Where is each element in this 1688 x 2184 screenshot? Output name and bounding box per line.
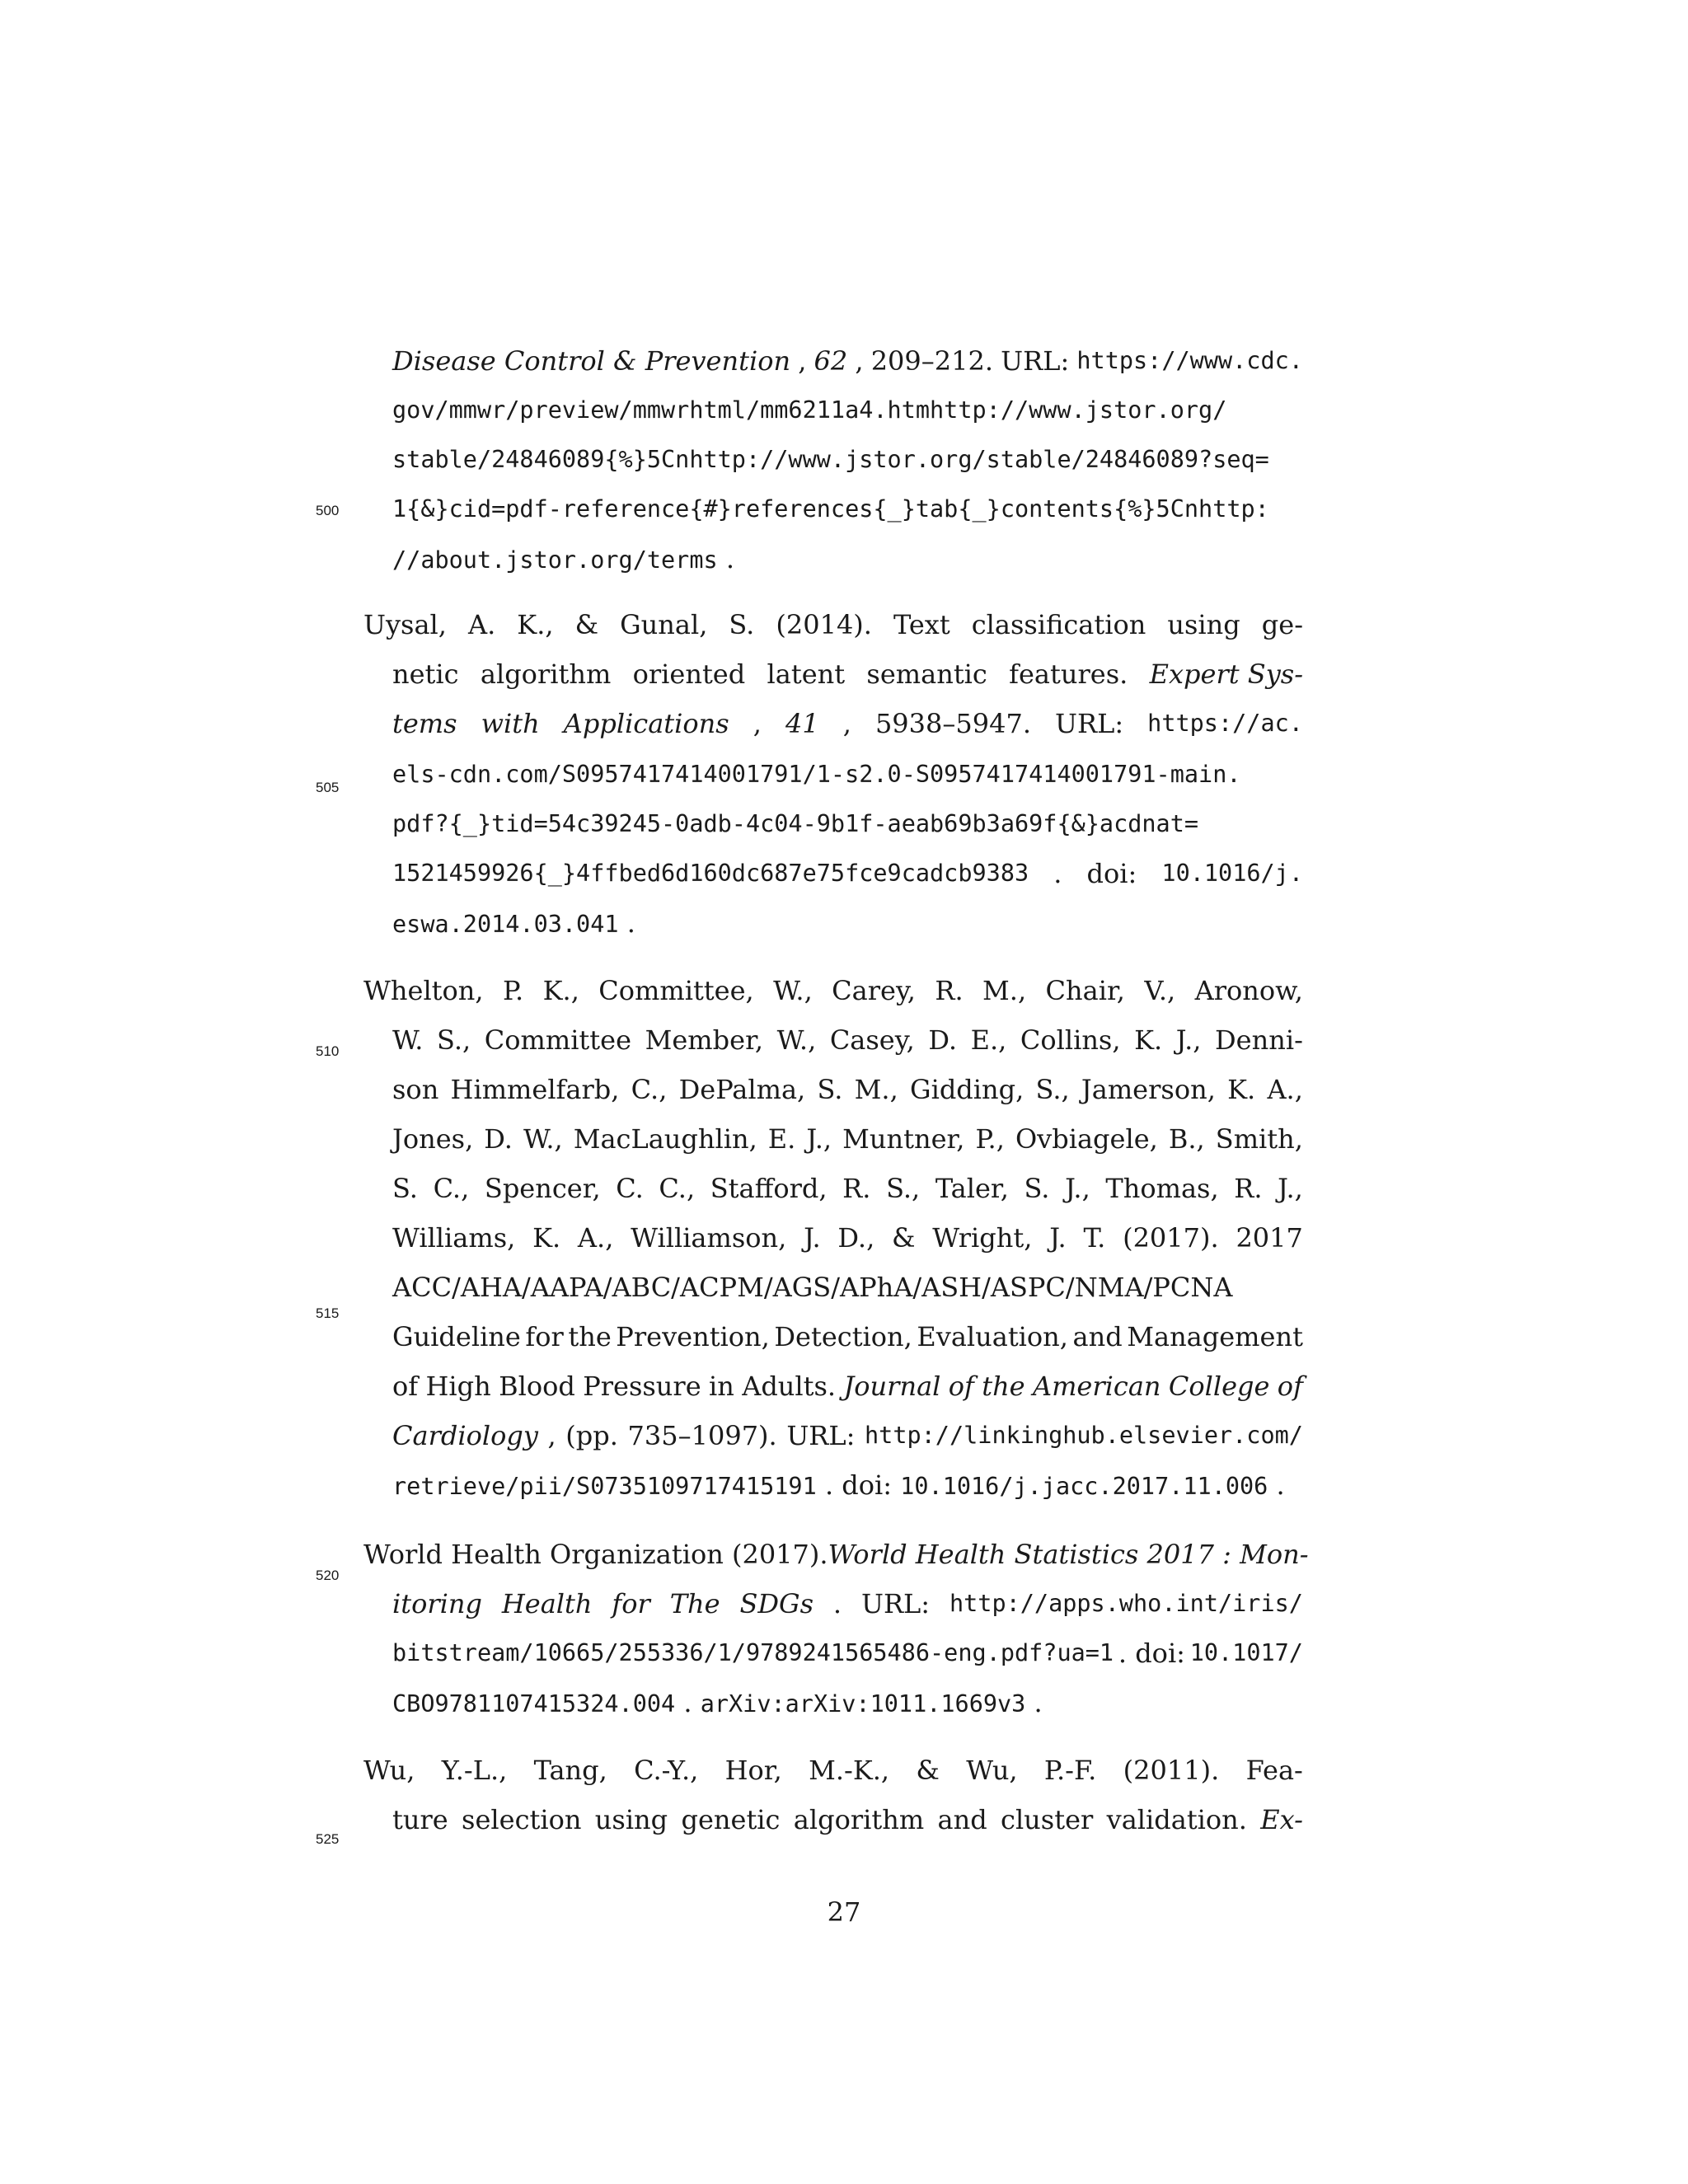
reference-text: Muntner, [842, 1123, 965, 1155]
reference-text: URL: [786, 1420, 856, 1451]
reference-line [392, 758, 1303, 791]
reference-text: features. [1009, 658, 1128, 690]
reference-text: K. [532, 1222, 561, 1254]
reference-text: ge- [1261, 609, 1303, 640]
reference-text: R. [935, 975, 964, 1006]
reference-text: MacLaughlin, [573, 1123, 757, 1155]
reference-text: W. [392, 1024, 424, 1056]
reference-text: , [547, 1420, 556, 1451]
reference-text: & [892, 1222, 916, 1254]
reference-text: Member, [645, 1024, 764, 1056]
reference-text: P., [975, 1123, 1005, 1155]
reference-text: Ovbiagele, [1015, 1123, 1158, 1155]
reference-text: Wu, [363, 1755, 415, 1786]
reference-text: K., [517, 609, 554, 640]
reference-url-text: bitstream/10665/255336/1/9789241565486-eng.pdf?ua=1 [392, 1639, 1114, 1666]
reference-url-text: //about.jstor.org/terms [392, 546, 718, 574]
reference-text: S., [437, 1024, 471, 1056]
reference-text: Blood [499, 1371, 575, 1402]
reference-text: K. [1134, 1024, 1163, 1056]
reference-text: S., [1035, 1074, 1070, 1105]
reference-url-text: gov/mmwr/preview/mmwrhtml/mm6211a4.htmhttp://www.jstor.org/ [392, 396, 1227, 424]
reference-text: Gidding, [910, 1074, 1025, 1105]
reference-text: Jamerson, [1081, 1074, 1216, 1105]
reference-line [392, 1024, 1303, 1057]
reference-text: son [392, 1074, 439, 1105]
reference-text: Uysal, [363, 609, 447, 640]
reference-text: and [1072, 1321, 1123, 1352]
reference-text: Gunal, [620, 609, 708, 640]
reference-text: C., [659, 1173, 696, 1204]
reference-text: Health [501, 1588, 593, 1619]
reference-text: doi: [1086, 858, 1137, 889]
reference-text: algorithm [793, 1804, 925, 1835]
reference-text: Expert Sys- [1149, 658, 1303, 690]
reference-text: Spencer, [484, 1173, 601, 1204]
reference-line [392, 808, 1303, 841]
reference-text: High [425, 1371, 491, 1402]
reference-text: V., [1144, 975, 1176, 1006]
reference-text: American [1032, 1371, 1161, 1402]
reference-line [392, 344, 1303, 377]
reference-text: (2014). [776, 609, 872, 640]
reference-text: Smith, [1215, 1123, 1303, 1155]
reference-text: & [574, 609, 599, 640]
reference-url-text: stable/24846089{%}5Cnhttp://www.jstor.org/stable/24846089?seq= [392, 446, 1269, 473]
reference-text: . doi: [1118, 1638, 1185, 1669]
reference-text: M.-K., [809, 1755, 890, 1786]
reference-text: Carey, [832, 975, 916, 1006]
reference-url-text: pdf?{_}tid=54c39245-0adb-4c04-9b1f-aeab69b3a69f{&}acdnat= [392, 810, 1199, 837]
reference-text: Williamson, [631, 1222, 787, 1254]
reference-text: Wu, [966, 1755, 1018, 1786]
reference-text: T. [1083, 1222, 1106, 1254]
reference-text: Text [893, 609, 950, 640]
reference-text: of [1277, 1371, 1303, 1402]
reference-text: in [709, 1371, 734, 1402]
line-number: 520 [316, 1568, 340, 1583]
reference-text: Fea- [1245, 1755, 1303, 1786]
reference-line [392, 1419, 1303, 1452]
reference-text: of [948, 1371, 974, 1402]
reference-line [392, 1469, 1285, 1503]
reference-text: D., [837, 1222, 875, 1254]
reference-text: using [1167, 609, 1240, 640]
line-number: 515 [316, 1305, 340, 1321]
reference-text: Casey, [829, 1024, 915, 1056]
reference-text: College [1168, 1371, 1270, 1402]
reference-text: Stafford, [710, 1173, 828, 1204]
reference-text: Taler, [935, 1173, 1009, 1204]
reference-line [392, 1370, 1303, 1403]
reference-text: Wright, [932, 1222, 1033, 1254]
reference-text: W., [523, 1123, 563, 1155]
reference-text: & [916, 1755, 940, 1786]
reference-text: Evaluation, [917, 1321, 1068, 1352]
reference-text: Detection, [774, 1321, 912, 1352]
reference-line [392, 1686, 1043, 1721]
reference-text: World Health Organization (2017). [363, 1539, 828, 1570]
reference-url-text: http://linkinghub.elsevier.com/ [865, 1422, 1303, 1449]
reference-text: oriented [632, 658, 746, 690]
reference-text: . doi: [824, 1469, 893, 1501]
reference-text: P. [502, 975, 524, 1006]
reference-url-text: 1521459926{_}4ffbed6d160dc687e75fce9cadcb9383 [392, 860, 1029, 887]
reference-text: DePalma, [678, 1074, 806, 1105]
reference-text: . [832, 1588, 842, 1619]
reference-text: URL: [1055, 708, 1124, 739]
reference-text: W., [773, 975, 813, 1006]
reference-line [392, 1073, 1303, 1106]
reference-text: J., [806, 1123, 832, 1155]
reference-text: Disease Control & Prevention [392, 345, 791, 377]
reference-text: . [1053, 858, 1062, 889]
reference-text: Prevention, [616, 1321, 770, 1352]
reference-text: S. [729, 609, 755, 640]
reference-text: 62 [814, 345, 848, 377]
reference-text: World Health Statistics 2017 : Mon- [828, 1539, 1309, 1570]
reference-text: for [612, 1588, 650, 1619]
reference-text: A., [1267, 1074, 1303, 1105]
reference-text: D. [928, 1024, 957, 1056]
reference-text: Ex- [1260, 1804, 1303, 1835]
reference-text: selection [462, 1804, 582, 1835]
reference-text: Guideline [392, 1321, 521, 1352]
reference-text: C., [433, 1173, 470, 1204]
line-number: 525 [316, 1831, 340, 1847]
reference-line [363, 1754, 1303, 1787]
reference-text: M., [982, 975, 1027, 1006]
reference-text: , [842, 708, 851, 739]
reference-url-text: 10.1016/j.jacc.2017.11.006 [900, 1473, 1268, 1500]
reference-text: . [1276, 1469, 1285, 1501]
reference-text: genetic [681, 1804, 781, 1835]
reference-text: K. [1227, 1074, 1256, 1105]
reference-text: R. [842, 1173, 871, 1204]
reference-line [392, 1221, 1303, 1254]
reference-text: semantic [866, 658, 987, 690]
reference-text: S. [1024, 1173, 1050, 1204]
reference-text: 41 [785, 708, 819, 739]
reference-text: Committee [484, 1024, 632, 1056]
reference-url-text: arXiv:arXiv:1011.1669v3 [700, 1690, 1026, 1718]
reference-line [392, 857, 1303, 890]
reference-text: netic [392, 658, 459, 690]
reference-text: Thomas, [1105, 1173, 1219, 1204]
reference-line [363, 608, 1303, 641]
reference-line [392, 1122, 1303, 1155]
reference-text: Journal [843, 1371, 941, 1402]
reference-line [392, 394, 1303, 427]
reference-text: Hor, [724, 1755, 782, 1786]
reference-url-text: eswa.2014.03.041 [392, 911, 619, 938]
reference-text: B., [1168, 1123, 1205, 1155]
reference-text: , [798, 345, 807, 377]
reference-url-text: retrieve/pii/S0735109717415191 [392, 1473, 817, 1500]
reference-text: (pp. [565, 1420, 618, 1451]
reference-line [392, 1271, 1232, 1304]
reference-url-text: https://www.cdc. [1076, 347, 1303, 374]
reference-text: . [683, 1687, 692, 1718]
reference-text: E., [970, 1024, 1007, 1056]
reference-text: C.-Y., [634, 1755, 699, 1786]
reference-text: W., [776, 1024, 817, 1056]
reference-text: 209–212. [870, 345, 994, 377]
reference-text: 735–1097). [627, 1420, 777, 1451]
reference-text: J., [1278, 1173, 1303, 1204]
reference-text: for [525, 1321, 564, 1352]
reference-line [363, 1538, 1309, 1571]
reference-text: cluster [1001, 1804, 1094, 1835]
reference-text: J. [1049, 1222, 1067, 1254]
reference-text: URL: [1001, 345, 1070, 377]
reference-text: SDGs [739, 1588, 814, 1619]
line-number: 505 [316, 780, 340, 795]
reference-text: C. [616, 1173, 644, 1204]
reference-text: Whelton, [363, 975, 484, 1006]
reference-text: (2011). [1123, 1755, 1220, 1786]
reference-text: D. [484, 1123, 513, 1155]
reference-text: J., [1065, 1173, 1090, 1204]
reference-line [392, 1587, 1303, 1620]
reference-text: C., [631, 1074, 668, 1105]
reference-text: Cardiology [392, 1420, 538, 1451]
page-number: 27 [827, 1896, 861, 1928]
reference-text: Williams, [392, 1222, 516, 1254]
reference-text: ture [392, 1804, 448, 1835]
reference-text: R. [1234, 1173, 1263, 1204]
reference-text: M., [854, 1074, 898, 1105]
reference-url-text: els-cdn.com/S0957417414001791/1-s2.0-S0957417414001791-main. [392, 761, 1241, 788]
reference-text: classification [971, 609, 1146, 640]
reference-line [392, 1637, 1303, 1670]
reference-url-text: http://apps.who.int/iris/ [949, 1590, 1303, 1617]
reference-text: The [669, 1588, 720, 1619]
reference-line [392, 542, 734, 577]
reference-line [392, 907, 635, 941]
reference-text: A. [467, 609, 496, 640]
reference-text: of [392, 1371, 419, 1402]
reference-url-text: 1{&}cid=pdf-reference{#}references{_}tab{_}contents{%}5Cnhttp: [392, 495, 1269, 523]
reference-text: algorithm [480, 658, 612, 690]
reference-text: 5938–5947. [874, 708, 1031, 739]
reference-text: Management [1127, 1321, 1303, 1352]
reference-text: . [1034, 1687, 1043, 1718]
reference-line [363, 974, 1303, 1007]
reference-text: Pressure [583, 1371, 701, 1402]
reference-text: Tang, [533, 1755, 607, 1786]
reference-text: Chair, [1045, 975, 1125, 1006]
reference-line [392, 1803, 1303, 1836]
reference-url-text: 10.1016/j. [1161, 860, 1303, 887]
reference-text: Collins, [1020, 1024, 1121, 1056]
reference-text: S. [392, 1173, 418, 1204]
reference-text: the [982, 1371, 1025, 1402]
reference-text: validation. [1106, 1804, 1247, 1835]
reference-text: Applications [563, 708, 729, 739]
reference-text: E. [767, 1123, 796, 1155]
reference-text: . [725, 543, 734, 574]
reference-text: Adults. [742, 1371, 837, 1402]
reference-text: Denni- [1215, 1024, 1303, 1056]
reference-text: A., [577, 1222, 614, 1254]
reference-line [392, 493, 1303, 526]
reference-url-text: https://ac. [1147, 710, 1303, 737]
reference-url-text: CBO9781107415324.004 [392, 1690, 676, 1718]
line-number: 500 [316, 503, 340, 518]
reference-line [392, 1172, 1303, 1205]
reference-text: ACC/AHA/AAPA/ABC/ACPM/AGS/APhA/ASH/ASPC/NMA/PCNA [392, 1272, 1233, 1303]
reference-text: Jones, [392, 1123, 474, 1155]
reference-text: 2017 [1236, 1222, 1303, 1254]
reference-text: with [481, 708, 540, 739]
reference-text: J., [1175, 1024, 1202, 1056]
reference-text: Committee, [598, 975, 754, 1006]
reference-line [392, 1320, 1303, 1353]
reference-text: S. [817, 1074, 843, 1105]
reference-text: Himmelfarb, [450, 1074, 620, 1105]
reference-text: Y.-L., [441, 1755, 508, 1786]
reference-text: K., [542, 975, 579, 1006]
reference-text: and [937, 1804, 987, 1835]
reference-text: the [568, 1321, 612, 1352]
reference-text: Aronow, [1194, 975, 1303, 1006]
reference-text: latent [767, 658, 846, 690]
reference-text: tems [392, 708, 457, 739]
reference-line [392, 658, 1303, 691]
reference-text: URL: [860, 1588, 931, 1619]
line-number: 510 [316, 1043, 340, 1059]
reference-text: . [626, 907, 635, 939]
reference-text: , [855, 345, 864, 377]
reference-line [392, 707, 1303, 740]
reference-text: using [594, 1804, 668, 1835]
reference-text: (2017). [1123, 1222, 1219, 1254]
reference-text: S., [886, 1173, 921, 1204]
reference-line [392, 443, 1303, 476]
reference-text: P.-F. [1043, 1755, 1097, 1786]
reference-text: J. [804, 1222, 821, 1254]
reference-url-text: 10.1017/ [1189, 1639, 1303, 1666]
reference-text: , [753, 708, 762, 739]
reference-text: itoring [392, 1588, 482, 1619]
